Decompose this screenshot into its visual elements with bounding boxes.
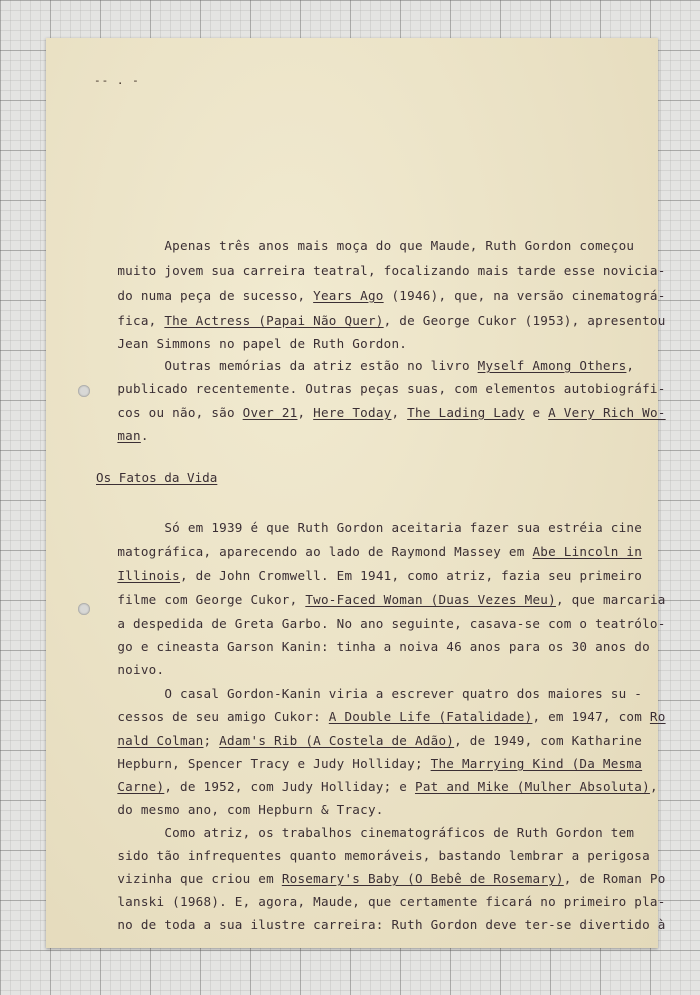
text-line: Hepburn, Spencer Tracy e Judy Holliday; The Marrying Kind (Da Mesma [86, 756, 643, 771]
text-line: noivo. [86, 662, 165, 677]
text-line: a despedida de Greta Garbo. No ano seguinte, casava-se com o teatrólo- [86, 616, 666, 631]
text-line: nald Colman; Adam's Rib (A Costela de Adão), de 1949, com Katharine [117, 733, 643, 748]
text-line: do mesmo ano, com Hepburn & Tracy. [86, 802, 384, 817]
text-line: muito jovem sua carreira teatral, focalizando mais tarde esse novicia- [86, 263, 666, 278]
text-line: O casal Gordon-Kanin viria a escrever quatro dos maiores su - [86, 686, 643, 701]
text-line: Outras memórias da atriz estão no livro Myself Among Others, [86, 358, 635, 373]
text-line: man. [117, 428, 149, 443]
underlined-title: The Lading Lady [407, 405, 525, 420]
text-line: Apenas três anos mais moça do que Maude, Ruth Gordon começou [86, 238, 635, 253]
text-line: go e cineasta Garson Kanin: tinha a noiva 46 anos para os 30 anos do [86, 639, 650, 654]
text-line: do numa peça de sucesso, Years Ago (1946), que, na versão cinematográ- [86, 288, 666, 303]
underlined-title: Carne) [117, 779, 165, 794]
text-line: filme com George Cukor, Two-Faced Woman (Duas Vezes Meu), que marcaria [86, 592, 666, 607]
text-line: Carne), de 1952, com Judy Holliday; e Pat and Mike (Mulher Absoluta), [117, 779, 658, 794]
underlined-title: nald Colman [117, 733, 204, 748]
text-line: no de toda a sua ilustre carreira: Ruth Gordon deve ter-se divertido à [86, 917, 666, 932]
underlined-title: The Actress (Papai Não Quer) [164, 313, 384, 328]
underlined-title: Abe Lincoln in [532, 544, 643, 559]
underlined-title: Myself Among Others [477, 358, 627, 373]
text-line: lanski (1968). E, agora, Maude, que certamente ficará no primeiro pla- [86, 894, 666, 909]
underlined-title: A Double Life (Fatalidade) [328, 709, 533, 724]
typewritten-page [46, 38, 666, 948]
underlined-title: Ro [649, 709, 666, 724]
underlined-title: man [117, 428, 141, 443]
underlined-title: Adam's Rib (A Costela de Adão) [219, 733, 455, 748]
underlined-title: Pat and Mike (Mulher Absoluta) [414, 779, 650, 794]
text-line: cessos de seu amigo Cukor: A Double Life (Fatalidade), em 1947, com Ro [86, 709, 666, 724]
underlined-title: Here Today [313, 405, 392, 420]
underlined-title: Rosemary's Baby (O Bebê de Rosemary) [281, 871, 564, 886]
text-line: sido tão infrequentes quanto memoráveis, bastando lembrar a perigosa [86, 848, 650, 863]
text-line: Como atriz, os trabalhos cinematográficos de Ruth Gordon tem [86, 825, 635, 840]
underlined-title: The Marrying Kind (Da Mesma [430, 756, 643, 771]
text-line: cos ou não, são Over 21, Here Today, The Lading Lady e A Very Rich Wo- [86, 405, 666, 420]
text-line: fica, The Actress (Papai Não Quer), de George Cukor (1953), apresentou [86, 313, 666, 328]
text-line: matográfica, aparecendo ao lado de Raymond Massey em Abe Lincoln in [86, 544, 643, 559]
underlined-title: Illinois [117, 568, 181, 583]
underlined-title: A Very Rich Wo- [548, 405, 666, 420]
underlined-title: Over 21 [242, 405, 298, 420]
page-mark: -- . - [94, 74, 140, 87]
text-line: vizinha que criou em Rosemary's Baby (O Bebê de Rosemary), de Roman Po [86, 871, 666, 886]
section-heading: Os Fatos da Vida [96, 470, 218, 485]
underlined-title: Two-Faced Woman (Duas Vezes Meu) [305, 592, 556, 607]
text-line: Só em 1939 é que Ruth Gordon aceitaria fazer sua estréia cine [86, 520, 643, 535]
text-line: Illinois, de John Cromwell. Em 1941, como atriz, fazia seu primeiro [117, 568, 643, 583]
underlined-title: Years Ago [313, 288, 384, 303]
text-line: publicado recentemente. Outras peças suas, com elementos autobiográfi- [86, 381, 666, 396]
text-line: Jean Simmons no papel de Ruth Gordon. [86, 336, 408, 351]
